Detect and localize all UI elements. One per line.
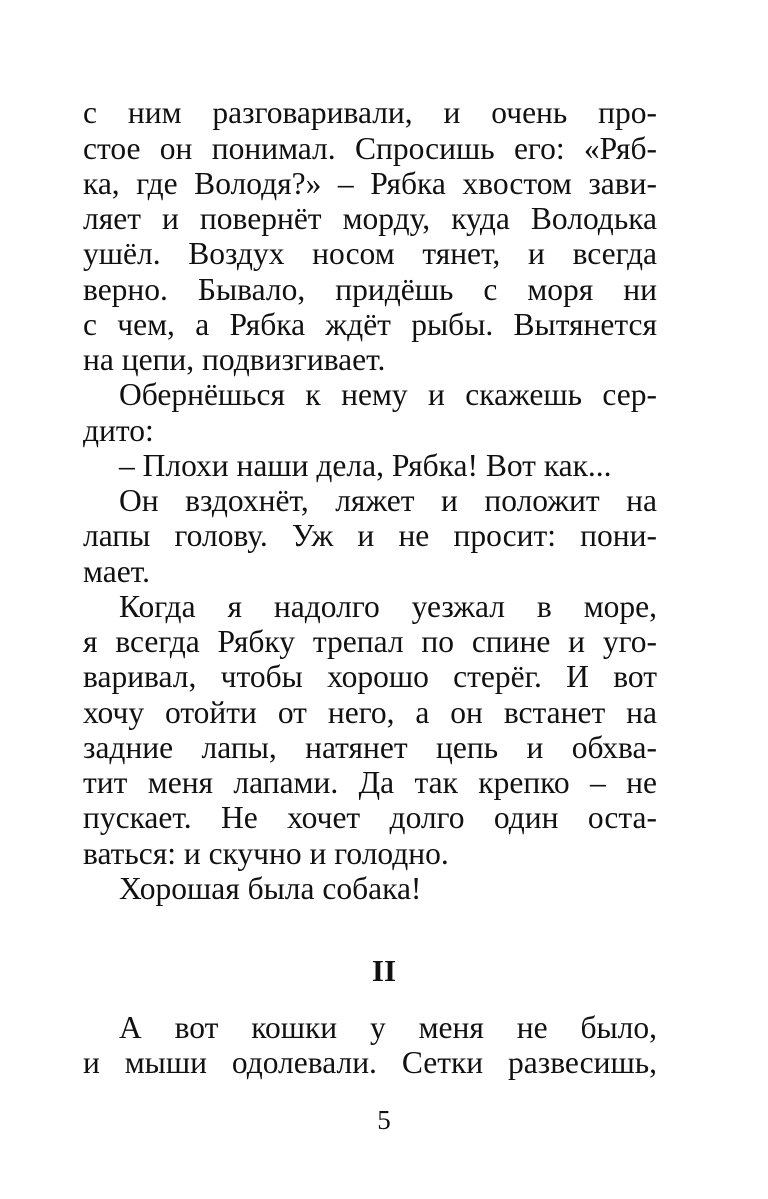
text-line: тит меня лапами. Да так крепко – не bbox=[83, 765, 657, 800]
text-line: Он вздохнёт, ляжет и положит на bbox=[119, 483, 657, 518]
text-line: задние лапы, натянет цепь и обхва- bbox=[83, 730, 657, 765]
text-line: Обернёшься к нему и скажешь сер- bbox=[119, 377, 657, 412]
text-line: и мыши одолевали. Сетки развесишь, bbox=[83, 1045, 657, 1080]
text-line: с ним разговаривали, и очень про- bbox=[83, 95, 657, 130]
text-line: Хорошая была собака! bbox=[119, 871, 422, 906]
page-number: 5 bbox=[377, 1105, 391, 1135]
text-line: с чем, а Рябка ждёт рыбы. Вытянется bbox=[83, 307, 657, 342]
text-line: ка, где Володя?» – Рябка хвостом зави- bbox=[83, 166, 657, 201]
text-line: А вот кошки у меня не было, bbox=[119, 1010, 657, 1045]
text-line: Когда я надолго уезжал в море, bbox=[119, 589, 657, 624]
text-line: ваться: и скучно и голодно. bbox=[83, 836, 449, 871]
text-line: стое он понимал. Спросишь его: «Ряб- bbox=[83, 131, 657, 166]
text-line: пускает. Не хочет долго один оста- bbox=[83, 800, 657, 835]
text-line: на цепи, подвизгивает. bbox=[83, 342, 386, 377]
text-line: хочу отойти от него, а он встанет на bbox=[83, 695, 657, 730]
section-heading: II bbox=[371, 953, 397, 988]
text-line: ушёл. Воздух носом тянет, и всегда bbox=[83, 236, 657, 271]
text-line: верно. Бывало, придёшь с моря ни bbox=[83, 272, 657, 307]
dialogue-line: – Плохи наши дела, Рябка! Вот как... bbox=[119, 448, 612, 483]
text-line: дито: bbox=[83, 413, 154, 448]
text-line: мает. bbox=[83, 554, 150, 589]
text-line: варивал, чтобы хорошо стерёг. И вот bbox=[83, 659, 657, 694]
text-line: я всегда Рябку трепал по спине и уго- bbox=[83, 624, 657, 659]
text-line: лапы голову. Уж и не просит: пони- bbox=[83, 518, 657, 553]
text-line: ляет и повернёт морду, куда Володька bbox=[83, 201, 657, 236]
